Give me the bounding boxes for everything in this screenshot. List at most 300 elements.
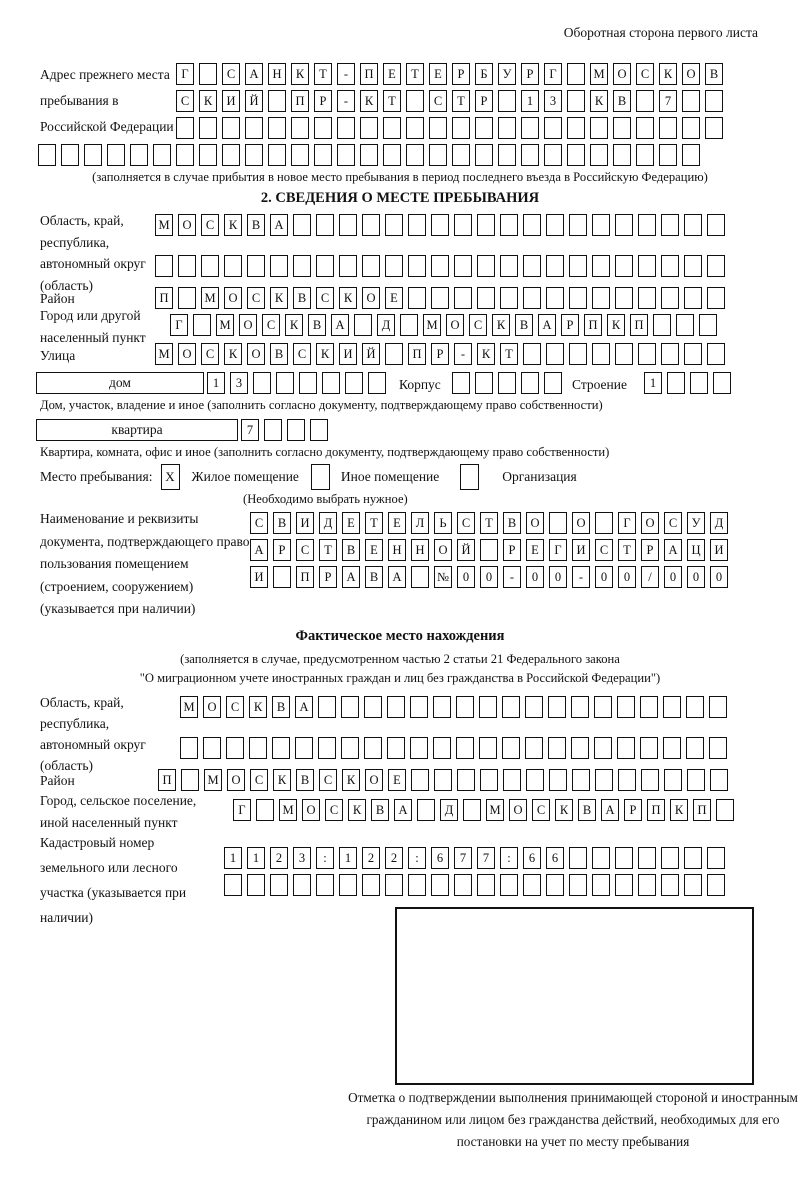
char-cell: Е bbox=[429, 63, 447, 85]
char-cell bbox=[178, 255, 196, 277]
char-cell: С bbox=[469, 314, 487, 336]
char-cell: Г bbox=[170, 314, 188, 336]
char-cell: Р bbox=[475, 90, 493, 112]
char-cell bbox=[638, 874, 656, 896]
char-cell bbox=[640, 696, 658, 718]
char-cell: В bbox=[578, 799, 596, 821]
char-cell: Д bbox=[440, 799, 458, 821]
char-cell: С bbox=[250, 512, 268, 534]
char-cell bbox=[687, 769, 705, 791]
char-cell: К bbox=[555, 799, 573, 821]
char-cell bbox=[429, 117, 447, 139]
fact-region-row-2 bbox=[180, 737, 727, 759]
char-cell bbox=[385, 255, 403, 277]
char-cell bbox=[454, 255, 472, 277]
char-cell: Р bbox=[624, 799, 642, 821]
char-cell bbox=[203, 737, 221, 759]
char-cell bbox=[408, 287, 426, 309]
char-cell: Р bbox=[521, 63, 539, 85]
char-cell: Т bbox=[500, 343, 518, 365]
char-cell: Е bbox=[365, 539, 383, 561]
district-row bbox=[155, 287, 725, 309]
char-cell bbox=[569, 343, 587, 365]
char-cell: Д bbox=[377, 314, 395, 336]
char-cell bbox=[549, 769, 567, 791]
char-cell bbox=[615, 255, 633, 277]
char-cell bbox=[408, 214, 426, 236]
char-cell bbox=[354, 314, 372, 336]
char-cell: Г bbox=[618, 512, 636, 534]
char-cell: А bbox=[664, 539, 682, 561]
char-cell: Т bbox=[480, 512, 498, 534]
char-cell bbox=[480, 539, 498, 561]
char-cell: - bbox=[454, 343, 472, 365]
house-fieldbox: дом bbox=[36, 372, 204, 394]
char-cell bbox=[709, 696, 727, 718]
char-cell bbox=[567, 117, 585, 139]
char-cell bbox=[544, 117, 562, 139]
char-cell bbox=[463, 799, 481, 821]
char-cell bbox=[247, 874, 265, 896]
char-cell bbox=[176, 144, 194, 166]
char-cell bbox=[411, 566, 429, 588]
char-cell: С bbox=[176, 90, 194, 112]
char-cell: 6 bbox=[523, 847, 541, 869]
char-cell: К bbox=[659, 63, 677, 85]
prev-address-row-3 bbox=[176, 117, 723, 139]
char-cell bbox=[339, 214, 357, 236]
char-cell bbox=[705, 117, 723, 139]
char-cell: О bbox=[641, 512, 659, 534]
char-cell: Т bbox=[365, 512, 383, 534]
char-cell bbox=[613, 117, 631, 139]
char-cell bbox=[247, 255, 265, 277]
char-cell bbox=[457, 769, 475, 791]
fact-region-label: Область, край, республика, автономный округ (область) bbox=[40, 695, 146, 773]
house-number-row bbox=[207, 372, 386, 394]
char-cell bbox=[661, 255, 679, 277]
char-cell bbox=[659, 117, 677, 139]
char-cell bbox=[690, 372, 708, 394]
char-cell: П bbox=[291, 90, 309, 112]
char-cell bbox=[406, 90, 424, 112]
char-cell: Т bbox=[452, 90, 470, 112]
char-cell bbox=[385, 874, 403, 896]
char-cell bbox=[682, 144, 700, 166]
char-cell: М bbox=[216, 314, 234, 336]
char-cell bbox=[270, 874, 288, 896]
char-cell: С bbox=[222, 63, 240, 85]
char-cell: 3 bbox=[544, 90, 562, 112]
char-cell bbox=[716, 799, 734, 821]
char-cell: - bbox=[503, 566, 521, 588]
char-cell: М bbox=[486, 799, 504, 821]
char-cell: В bbox=[273, 512, 291, 534]
char-cell: К bbox=[348, 799, 366, 821]
prev-address-label: Адрес прежнего места пребывания в Российской Федерации bbox=[40, 67, 174, 134]
char-cell bbox=[590, 117, 608, 139]
char-cell: Г bbox=[176, 63, 194, 85]
char-cell: / bbox=[641, 566, 659, 588]
char-cell bbox=[663, 737, 681, 759]
char-cell bbox=[429, 144, 447, 166]
char-cell bbox=[287, 419, 305, 441]
fact-city-label: Город, сельское поселение, иной населенный пункт bbox=[40, 793, 197, 830]
char-cell: Е bbox=[383, 63, 401, 85]
char-cell bbox=[291, 117, 309, 139]
char-cell bbox=[408, 874, 426, 896]
other-premises-label: Иное помещение bbox=[340, 469, 440, 484]
confirmation-stamp-box bbox=[395, 907, 754, 1085]
char-cell: Р bbox=[452, 63, 470, 85]
char-cell bbox=[592, 343, 610, 365]
char-cell: О bbox=[365, 769, 383, 791]
apartment-note: Квартира, комната, офис и иное (заполнить согласно документу, подтверждающему право собственности) bbox=[40, 445, 610, 459]
char-cell bbox=[454, 214, 472, 236]
char-cell bbox=[707, 287, 725, 309]
fact-location-title: Фактическое место нахождения bbox=[295, 628, 505, 644]
prev-address-row-2 bbox=[176, 90, 723, 112]
char-cell: 6 bbox=[546, 847, 564, 869]
organization-label: Организация bbox=[502, 469, 577, 484]
char-cell bbox=[475, 117, 493, 139]
char-cell: К bbox=[224, 214, 242, 236]
char-cell bbox=[364, 737, 382, 759]
char-cell: 7 bbox=[659, 90, 677, 112]
char-cell: В bbox=[503, 512, 521, 534]
char-cell bbox=[155, 255, 173, 277]
char-cell bbox=[684, 214, 702, 236]
char-cell bbox=[521, 372, 539, 394]
cadastral-row-1 bbox=[224, 847, 725, 869]
char-cell bbox=[567, 90, 585, 112]
char-cell: Р bbox=[314, 90, 332, 112]
char-cell bbox=[684, 287, 702, 309]
char-cell bbox=[713, 372, 731, 394]
char-cell: 0 bbox=[618, 566, 636, 588]
stay-type-label: Место пребывания: bbox=[40, 469, 153, 484]
char-cell bbox=[61, 144, 79, 166]
char-cell: Е bbox=[388, 512, 406, 534]
house-note: Дом, участок, владение и иное (заполнить согласно документу, подтверждающему право собственности) bbox=[40, 398, 603, 412]
char-cell bbox=[526, 769, 544, 791]
char-cell bbox=[199, 117, 217, 139]
stay-type-row bbox=[40, 464, 577, 490]
char-cell bbox=[523, 874, 541, 896]
char-cell: С bbox=[247, 287, 265, 309]
char-cell bbox=[224, 874, 242, 896]
char-cell: Й bbox=[245, 90, 263, 112]
char-cell: С bbox=[595, 539, 613, 561]
char-cell: Т bbox=[319, 539, 337, 561]
char-cell bbox=[571, 696, 589, 718]
char-cell bbox=[572, 769, 590, 791]
char-cell: : bbox=[408, 847, 426, 869]
char-cell: И bbox=[710, 539, 728, 561]
char-cell bbox=[544, 144, 562, 166]
char-cell: 6 bbox=[431, 847, 449, 869]
char-cell: С bbox=[325, 799, 343, 821]
char-cell: А bbox=[270, 214, 288, 236]
char-cell: О bbox=[446, 314, 464, 336]
char-cell bbox=[408, 255, 426, 277]
char-cell: А bbox=[250, 539, 268, 561]
char-cell bbox=[180, 737, 198, 759]
char-cell: 1 bbox=[247, 847, 265, 869]
char-cell bbox=[38, 144, 56, 166]
char-cell bbox=[617, 737, 635, 759]
char-cell bbox=[594, 696, 612, 718]
char-cell bbox=[318, 737, 336, 759]
char-cell bbox=[548, 696, 566, 718]
char-cell bbox=[431, 214, 449, 236]
char-cell bbox=[270, 255, 288, 277]
char-cell bbox=[249, 737, 267, 759]
char-cell bbox=[130, 144, 148, 166]
char-cell bbox=[293, 874, 311, 896]
char-cell: С bbox=[664, 512, 682, 534]
char-cell bbox=[410, 737, 428, 759]
char-cell bbox=[661, 343, 679, 365]
char-cell bbox=[454, 287, 472, 309]
stamp-note: Отметка о подтверждении выполнения принимающей стороной и иностранным гражданином или лицом без гражданства действий, необходимых для его постановки на учет по месту пребывания bbox=[348, 1090, 798, 1149]
char-cell bbox=[273, 566, 291, 588]
char-cell: Ц bbox=[687, 539, 705, 561]
prev-address-row-4 bbox=[38, 144, 700, 166]
char-cell bbox=[316, 255, 334, 277]
street-row bbox=[155, 343, 725, 365]
char-cell: П bbox=[296, 566, 314, 588]
street-label: Улица bbox=[40, 348, 76, 363]
prev-address-note: (заполняется в случае прибытия в новое место пребывания в период последнего въезда в Российскую Федерацию) bbox=[92, 170, 708, 184]
char-cell: Е bbox=[342, 512, 360, 534]
fact-district-row bbox=[158, 769, 728, 791]
char-cell: О bbox=[239, 314, 257, 336]
char-cell bbox=[710, 769, 728, 791]
char-cell: У bbox=[687, 512, 705, 534]
char-cell bbox=[595, 512, 613, 534]
char-cell: И bbox=[572, 539, 590, 561]
char-cell bbox=[594, 737, 612, 759]
char-cell: М bbox=[201, 287, 219, 309]
char-cell: В bbox=[371, 799, 389, 821]
char-cell: М bbox=[590, 63, 608, 85]
char-cell: И bbox=[296, 512, 314, 534]
char-cell bbox=[525, 696, 543, 718]
char-cell bbox=[477, 214, 495, 236]
char-cell bbox=[636, 144, 654, 166]
char-cell bbox=[337, 144, 355, 166]
char-cell bbox=[546, 287, 564, 309]
char-cell bbox=[368, 372, 386, 394]
char-cell: С bbox=[226, 696, 244, 718]
char-cell: - bbox=[337, 63, 355, 85]
char-cell bbox=[667, 372, 685, 394]
char-cell: О bbox=[509, 799, 527, 821]
char-cell bbox=[199, 144, 217, 166]
char-cell bbox=[502, 737, 520, 759]
char-cell: 7 bbox=[454, 847, 472, 869]
char-cell: 2 bbox=[385, 847, 403, 869]
char-cell: К bbox=[339, 287, 357, 309]
char-cell bbox=[479, 737, 497, 759]
char-cell: - bbox=[337, 90, 355, 112]
char-cell: С bbox=[296, 539, 314, 561]
char-cell bbox=[477, 287, 495, 309]
char-cell: В bbox=[613, 90, 631, 112]
char-cell bbox=[193, 314, 211, 336]
char-cell bbox=[406, 117, 424, 139]
char-cell: Л bbox=[411, 512, 429, 534]
char-cell bbox=[638, 343, 656, 365]
char-cell: И bbox=[222, 90, 240, 112]
char-cell bbox=[707, 847, 725, 869]
char-cell bbox=[477, 255, 495, 277]
document-row-3 bbox=[250, 566, 728, 588]
char-cell bbox=[615, 214, 633, 236]
char-cell: Н bbox=[268, 63, 286, 85]
char-cell bbox=[682, 90, 700, 112]
char-cell: С bbox=[316, 287, 334, 309]
fact-location-note-2: "О миграционном учете иностранных граждан и лиц без гражданства в Российской Федерации") bbox=[139, 671, 661, 685]
char-cell bbox=[454, 874, 472, 896]
char-cell: Г bbox=[549, 539, 567, 561]
char-cell: А bbox=[601, 799, 619, 821]
document-row-1 bbox=[250, 512, 728, 534]
char-cell: Е bbox=[526, 539, 544, 561]
district-label: Район bbox=[40, 291, 75, 306]
char-cell: 0 bbox=[687, 566, 705, 588]
char-cell bbox=[500, 287, 518, 309]
char-cell: К bbox=[273, 769, 291, 791]
char-cell bbox=[569, 214, 587, 236]
char-cell bbox=[341, 737, 359, 759]
region-label: Область, край, республика, автономный округ (область) bbox=[40, 213, 146, 293]
char-cell bbox=[431, 287, 449, 309]
char-cell: А bbox=[245, 63, 263, 85]
char-cell: К bbox=[342, 769, 360, 791]
char-cell: П bbox=[158, 769, 176, 791]
char-cell: А bbox=[342, 566, 360, 588]
char-cell: О bbox=[362, 287, 380, 309]
fact-district-label: Район bbox=[40, 773, 75, 788]
char-cell bbox=[615, 343, 633, 365]
char-cell: К bbox=[270, 287, 288, 309]
char-cell bbox=[615, 847, 633, 869]
char-cell: О bbox=[178, 343, 196, 365]
char-cell bbox=[387, 696, 405, 718]
char-cell: П bbox=[360, 63, 378, 85]
char-cell bbox=[661, 214, 679, 236]
char-cell: О bbox=[613, 63, 631, 85]
char-cell: К bbox=[492, 314, 510, 336]
other-premises-checkbox bbox=[311, 464, 330, 490]
char-cell bbox=[360, 117, 378, 139]
char-cell bbox=[546, 214, 564, 236]
char-cell bbox=[613, 144, 631, 166]
char-cell bbox=[638, 847, 656, 869]
char-cell: П bbox=[647, 799, 665, 821]
char-cell: О bbox=[178, 214, 196, 236]
char-cell bbox=[686, 696, 704, 718]
char-cell bbox=[653, 314, 671, 336]
document-row-2 bbox=[250, 539, 728, 561]
char-cell bbox=[684, 255, 702, 277]
char-cell: 1 bbox=[644, 372, 662, 394]
char-cell bbox=[548, 737, 566, 759]
char-cell bbox=[592, 874, 610, 896]
char-cell bbox=[567, 144, 585, 166]
char-cell: Д bbox=[319, 512, 337, 534]
char-cell bbox=[525, 737, 543, 759]
char-cell: М bbox=[204, 769, 222, 791]
apartment-fieldbox: квартира bbox=[36, 419, 238, 441]
char-cell bbox=[406, 144, 424, 166]
char-cell bbox=[567, 63, 585, 85]
char-cell: С bbox=[532, 799, 550, 821]
char-cell: О bbox=[572, 512, 590, 534]
char-cell bbox=[452, 117, 470, 139]
char-cell bbox=[523, 287, 541, 309]
structure-label: Строение bbox=[572, 377, 627, 392]
char-cell bbox=[222, 117, 240, 139]
char-cell bbox=[500, 214, 518, 236]
char-cell bbox=[291, 144, 309, 166]
char-cell bbox=[341, 696, 359, 718]
char-cell: В bbox=[293, 287, 311, 309]
char-cell bbox=[480, 769, 498, 791]
char-cell bbox=[268, 90, 286, 112]
char-cell: М bbox=[155, 214, 173, 236]
char-cell bbox=[498, 372, 516, 394]
char-cell: О bbox=[224, 287, 242, 309]
char-cell: Д bbox=[710, 512, 728, 534]
char-cell bbox=[523, 214, 541, 236]
char-cell bbox=[615, 287, 633, 309]
char-cell bbox=[546, 874, 564, 896]
section2-title: 2. СВЕДЕНИЯ О МЕСТЕ ПРЕБЫВАНИЯ bbox=[260, 190, 540, 206]
char-cell: О bbox=[203, 696, 221, 718]
char-cell: 7 bbox=[241, 419, 259, 441]
char-cell bbox=[590, 144, 608, 166]
char-cell: 0 bbox=[549, 566, 567, 588]
char-cell: Й bbox=[457, 539, 475, 561]
header-note: Оборотная сторона первого листа bbox=[563, 25, 758, 40]
char-cell: К bbox=[670, 799, 688, 821]
char-cell: С bbox=[201, 214, 219, 236]
char-cell bbox=[479, 696, 497, 718]
char-cell: К bbox=[291, 63, 309, 85]
char-cell: Б bbox=[475, 63, 493, 85]
char-cell: 0 bbox=[664, 566, 682, 588]
char-cell bbox=[546, 255, 564, 277]
char-cell: О bbox=[227, 769, 245, 791]
char-cell bbox=[178, 287, 196, 309]
char-cell bbox=[456, 737, 474, 759]
char-cell: В bbox=[342, 539, 360, 561]
char-cell bbox=[383, 144, 401, 166]
char-cell bbox=[362, 255, 380, 277]
char-cell: Г bbox=[544, 63, 562, 85]
char-cell: К bbox=[224, 343, 242, 365]
char-cell bbox=[503, 769, 521, 791]
char-cell bbox=[641, 769, 659, 791]
char-cell bbox=[84, 144, 102, 166]
char-cell bbox=[636, 117, 654, 139]
char-cell: К bbox=[477, 343, 495, 365]
char-cell: С bbox=[457, 512, 475, 534]
char-cell bbox=[345, 372, 363, 394]
